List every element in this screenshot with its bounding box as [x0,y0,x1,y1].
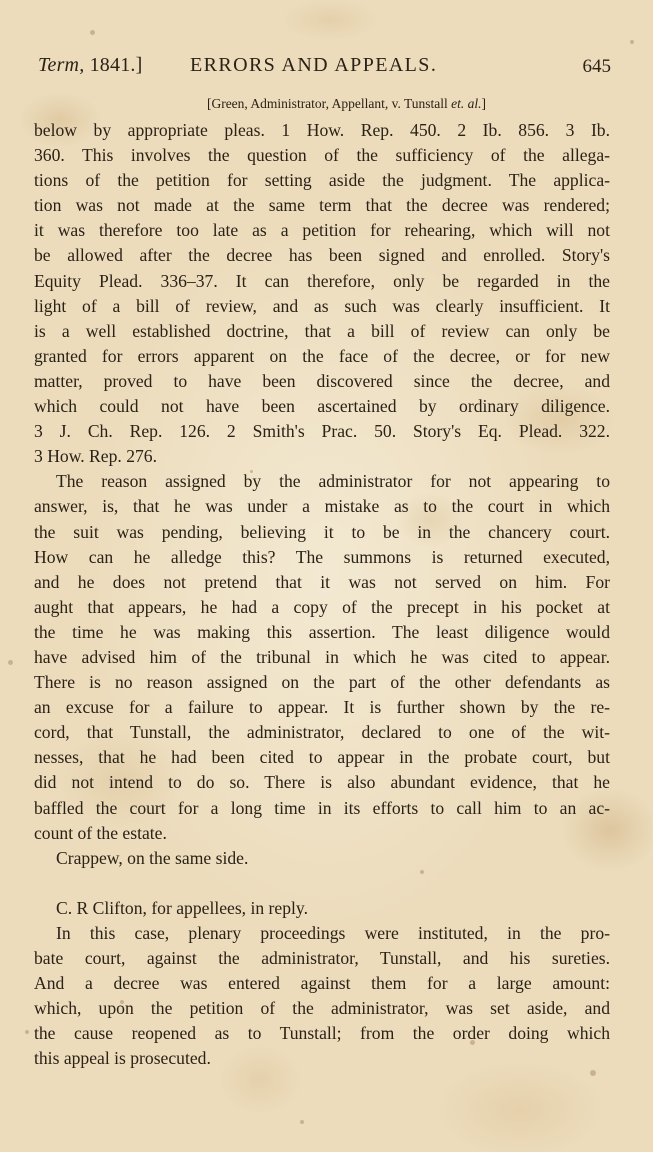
text-line: cord, that Tunstall, the administrator, declared to one of the wit- [34,722,610,743]
text-line: tions of the petition for setting aside the judgment. The applica- [34,170,610,191]
text-line: tion was not made at the same term that the decree was rendered; [34,195,610,216]
text-line: matter, proved to have been discovered since the decree, and [34,370,610,391]
caption-text: [Green, Administrator, Appellant, v. Tunstall [206,96,452,111]
text-line: 3 How. Rep. 276. [34,446,157,467]
header-term-label: Term, [38,54,85,76]
foxing-speck [590,1070,596,1076]
text-line: nesses, that he had been cited to appear in the probate court, but [34,747,610,768]
text-line: Crappew, on the same side. [56,847,249,868]
text-line: below by appropriate pleas. 1 How. Rep. 450. 2 Ib. 856. 3 Ib. [34,120,610,140]
foxing-speck [630,40,634,44]
text-line: and he does not pretend that it was not served on him. For [34,571,610,592]
running-header [38,54,611,82]
text-line: the time he was making this assertion. The least diligence would [34,621,610,642]
text-line: How can he alledge this? The summons is returned executed, [34,546,610,567]
text-line: be allowed after the decree has been signed and enrolled. Story's [34,245,610,266]
header-term [38,54,142,77]
text-line: this appeal is prosecuted. [34,1048,211,1069]
text-line: aught that appears, he had a copy of the precept in his pocket at [34,596,610,617]
text-line: Equity Plead. 336–37. It can therefore, only be regarded in the [34,270,610,291]
text-line: light of a bill of review, and as such was clearly insufficient. It [34,295,610,316]
caption-close: ] [481,96,487,111]
foxing-speck [25,1030,29,1034]
text-line: which, upon the petition of the administrator, was set aside, and [34,998,610,1019]
text-line: 3 J. Ch. Rep. 126. 2 Smith's Prac. 50. Story's Eq. Plead. 322. [34,421,610,442]
text-line: it was therefore too late as a petition for rehearing, which will not [34,220,610,241]
page-body [34,118,610,1072]
blank-line [34,871,610,896]
text-line: In this case, plenary proceedings were instituted, in the pro- [56,923,610,943]
foxing-speck [420,870,424,874]
case-caption [0,96,653,112]
page-number: 645 [582,56,611,77]
text-line: And a decree was entered against them for a large amount: [34,973,610,994]
text-line: answer, is, that he was under a mistake as to the court in which [34,496,610,517]
foxing-speck [300,1120,304,1124]
text-line: is a well established doctrine, that a bill of review can only be [34,320,610,341]
text-line: the cause reopened as to Tunstall; from the order doing which [34,1023,610,1044]
text-line: 360. This involves the question of the sufficiency of the allega- [34,145,610,166]
header-term-year: 1841.] [84,54,143,76]
text-line: The reason assigned by the administrator for not appearing to [56,471,610,492]
text-line: granted for errors apparent on the face of the decree, or for new [34,345,610,366]
text-line: which could not have been ascertained by ordinary diligence. [34,396,610,417]
foxing-speck [8,660,13,665]
text-line: baffled the court for a long time in its efforts to call him to an ac- [34,797,610,818]
foxing-speck [90,30,95,35]
caption-italic: et. al. [451,96,482,111]
foxing-speck [250,470,253,473]
foxing-speck [120,1000,124,1004]
foxing-speck [470,1040,475,1045]
text-line: There is no reason assigned on the part of the other defendants as [34,672,610,693]
text-line: C. R Clifton, for appellees, in reply. [56,897,308,918]
text-line: have advised him of the tribunal in which he was cited to appear. [34,646,610,667]
text-line: count of the estate. [34,822,167,843]
header-section-title: ERRORS AND APPEALS. [190,54,438,76]
text-line: bate court, against the administrator, Tunstall, and his sureties. [34,948,610,969]
text-line: did not intend to do so. There is also abundant evidence, that he [34,772,610,793]
text-line: an excuse for a failure to appear. It is further shown by the re- [34,697,610,718]
text-line: the suit was pending, believing it to be in the chancery court. [34,521,610,542]
